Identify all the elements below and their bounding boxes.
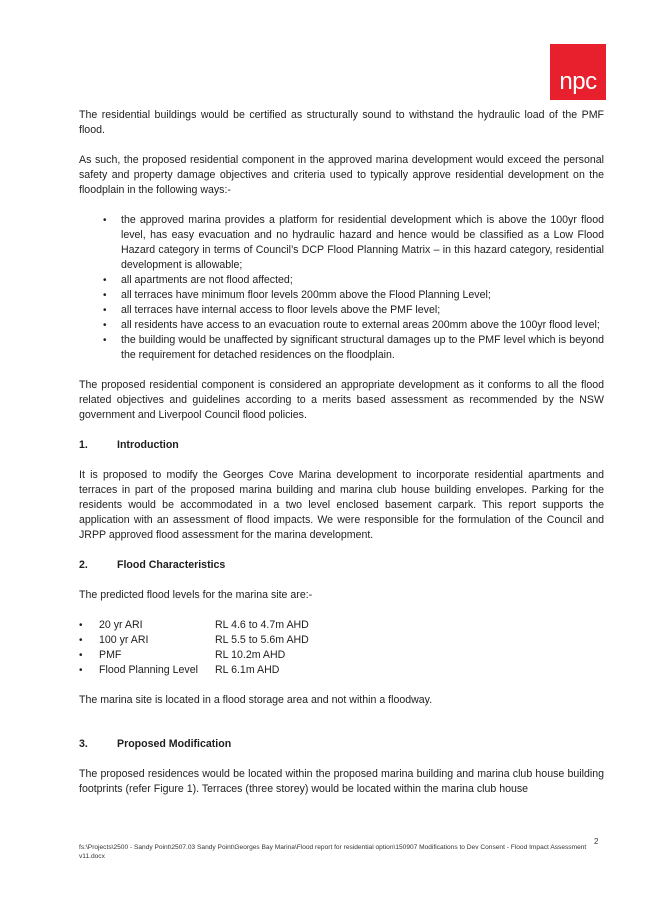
section-number: 1. <box>79 439 88 451</box>
flood-level-value: RL 6.1m AHD <box>215 664 280 676</box>
section-number: 3. <box>79 738 88 750</box>
flood-levels-list <box>79 618 604 678</box>
npc-logo <box>550 44 606 100</box>
flood-level-label: • PMF <box>99 649 122 661</box>
flood-level-item <box>79 663 604 678</box>
paragraph-flood-levels-intro: The predicted flood levels for the marina site are:- <box>79 589 313 601</box>
paragraph-floodway: The marina site is located in a flood storage area and not within a floodway. <box>79 694 433 706</box>
section-title: Flood Characteristics <box>117 559 226 571</box>
page-number: 2 <box>594 837 599 846</box>
list-item: • all terraces have minimum floor levels 200mm above the Flood Planning Level; <box>79 288 604 303</box>
flood-level-value: RL 4.6 to 4.7m AHD <box>215 619 309 631</box>
flood-level-value: RL 10.2m AHD <box>215 649 286 661</box>
benefits-list <box>79 213 604 363</box>
section-heading-proposed-modification <box>79 737 604 752</box>
flood-level-label: • Flood Planning Level <box>99 664 198 676</box>
section-heading-introduction <box>79 438 604 453</box>
list-item: • all terraces have internal access to floor levels above the PMF level; <box>79 303 604 318</box>
paragraph-structural: The residential buildings would be certified as structurally sound to withstand the hydraulic load of the PMF flood. <box>79 109 604 136</box>
section-heading-flood-characteristics <box>79 558 604 573</box>
document-body <box>79 108 604 797</box>
flood-level-label: • 20 yr ARI <box>99 619 143 631</box>
paragraph-introduction: It is proposed to modify the Georges Cove Marina development to incorporate residential apartments and terraces in part of the proposed marina building and marina club house building envelopes. Parking for the residents would be accommodated in a two level enclosed basement carpark. This report supports the application with an assessment of flood impacts. We were responsible for the formulation of the Council and JRPP approved flood assessment for the marina development. <box>79 469 604 541</box>
list-item: • all residents have access to an evacuation route to external areas 200mm above the 100yr flood level; <box>79 318 604 333</box>
footer-file-path: fs:\Projects\2500 - Sandy Point\2507.03 Sandy Point\Georges Bay Marina\Flood report for residential option\150907 Modifications to Dev Consent - Flood Impact Assessment v11.docx <box>79 844 587 860</box>
paragraph-as-such: As such, the proposed residential component in the approved marina development would exceed the personal safety and property damage objectives and criteria used to typically approve residential development on the floodplain in the following ways:- <box>79 154 604 196</box>
list-item: • the approved marina provides a platform for residential development which is above the 100yr flood level, has easy evacuation and no hydraulic hazard and hence would be classified as a Low Flood Hazard category in terms of Council’s DCP Flood Planning Matrix – in this hazard category, residential development is allowable; <box>79 213 604 273</box>
paragraph-proposed-modification: The proposed residences would be located within the proposed marina building and marina club house building footprints (refer Figure 1). Terraces (three storey) would be located within the marina club house <box>79 768 604 795</box>
flood-level-item <box>79 648 604 663</box>
paragraph-conclusion: The proposed residential component is considered an appropriate development as it conforms to all the flood related objectives and guidelines according to a merits based assessment as recommended by the NSW government and Liverpool Council flood policies. <box>79 379 604 421</box>
section-title: Proposed Modification <box>117 738 232 750</box>
list-item: • all apartments are not flood affected; <box>79 273 604 288</box>
flood-level-item <box>79 633 604 648</box>
list-item: • the building would be unaffected by significant structural damages up to the PMF level which is beyond the requirement for detached residences on the floodplain. <box>79 333 604 363</box>
logo-text: npc <box>559 68 597 95</box>
section-number: 2. <box>79 559 88 571</box>
section-title: Introduction <box>117 439 179 451</box>
flood-level-value: RL 5.5 to 5.6m AHD <box>215 634 309 646</box>
flood-level-item <box>79 618 604 633</box>
flood-level-label: • 100 yr ARI <box>99 634 149 646</box>
